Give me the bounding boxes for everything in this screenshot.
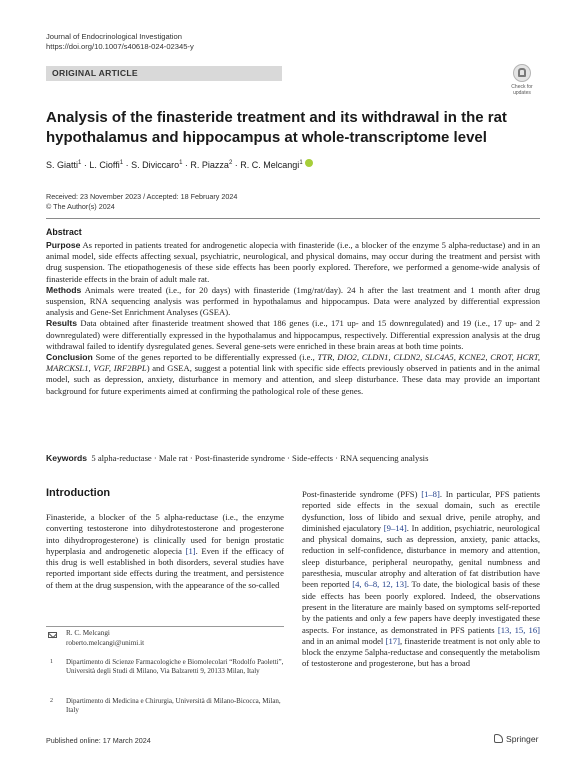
citation-link[interactable]: [13, 15, 16] (497, 624, 540, 635)
orcid-icon[interactable] (305, 159, 313, 167)
crossmark-line2: updates (513, 90, 531, 96)
intro-text: . In particular, PFS patients reported side effects in the sexual domain, such as erectile dysfunction, loss of libido and sexual drive, penile atrophy, and diminished ejaculatory (302, 489, 540, 533)
affiliation-number: 2 (50, 698, 53, 704)
author-name[interactable]: R. C. Melcangi (240, 160, 300, 170)
received-accepted-dates: Received: 23 November 2023 / Accepted: 18 February 2024 (46, 192, 238, 201)
author-affiliation-number: 1 (299, 160, 303, 166)
published-online-date: Published online: 17 March 2024 (46, 736, 151, 745)
introduction-left-column (46, 512, 284, 591)
author-name[interactable]: R. Piazza (190, 160, 229, 170)
crossmark-icon (513, 64, 531, 82)
affiliation-text: Dipartimento di Medicina e Chirurgia, Università di Milano-Bicocca, Milan, Italy (66, 697, 281, 714)
footnote-divider (46, 626, 284, 627)
springer-horse-icon (494, 734, 503, 743)
journal-header (46, 32, 194, 52)
conclusion-gene-list: TTR, DIO2, CLDN1, CLDN2, SLC4A5, KCNE2, CROT, HCRT, MARCKSL1, VGF, IRF2BPL (46, 352, 540, 374)
keywords-line (46, 453, 540, 464)
abstract-body (46, 240, 540, 397)
author-affiliation-number: 2 (228, 160, 233, 166)
author-name[interactable]: S. Diviccaro (131, 160, 180, 170)
publisher-name: Springer (506, 734, 539, 744)
intro-text: , finasteride treatment is not only able to block the enzyme 5alpha-reductase and consequently the metabolism of testosterone and progesterone, but has a broad (302, 635, 541, 669)
affiliation-item (46, 697, 284, 715)
affiliation-number: 1 (50, 659, 53, 665)
article-type-label: ORIGINAL ARTICLE (52, 68, 138, 78)
introduction-heading: Introduction (46, 487, 111, 499)
keywords-label: Keywords (46, 453, 88, 463)
corresponding-author-email[interactable]: roberto.melcangi@unimi.it (66, 639, 145, 647)
intro-text: . Even if the efficacy of this drug is well established in both disorders, several studies have reported important side effects during the treatment, and persistence of them at the drug suspension, with the appearance of the so-called (46, 545, 285, 590)
author-name[interactable]: L. Cioffi (89, 160, 120, 170)
author-affiliation-number: 1 (78, 160, 82, 166)
check-for-updates-badge[interactable] (506, 64, 538, 98)
conclusion-text-pre: Some of the genes reported to be differentially expressed (i.e., (95, 352, 315, 363)
introduction-right-column (302, 489, 540, 670)
journal-name: Journal of Endocrinological Investigation (46, 32, 182, 41)
abstract-purpose (46, 240, 540, 285)
publisher-logo (494, 734, 538, 744)
abstract-heading: Abstract (46, 227, 82, 237)
abstract-conclusion (46, 352, 540, 397)
results-label: Results (46, 318, 78, 329)
author-affiliation-number: 1 (119, 160, 124, 166)
bookmark-icon (518, 68, 526, 77)
divider (46, 218, 540, 219)
abstract-results (46, 318, 540, 352)
citation-link[interactable]: [1–8] (421, 489, 440, 499)
intro-text: and in an animal model (302, 635, 386, 646)
citation-link[interactable]: [1] (185, 545, 196, 556)
corresponding-author-name: R. C. Melcangi (66, 629, 110, 637)
abstract-methods (46, 285, 540, 319)
article-title: Analysis of the finasteride treatment and its withdrawal in the rat hypothalamus and hippocampus at whole-transcriptome level (46, 109, 507, 146)
methods-label: Methods (46, 284, 82, 295)
citation-link[interactable]: [17] (385, 635, 400, 646)
email-icon (48, 632, 57, 638)
affiliation-item (46, 658, 284, 676)
author-name[interactable]: S. Giatti (46, 160, 79, 170)
conclusion-label: Conclusion (46, 352, 93, 363)
crossmark-line1: Check for (511, 84, 533, 90)
intro-text: Finasteride, a blocker of the 5 alpha-reductase (i.e., the enzyme converting testosterone into dihydrotestosterone and progesterone into dihydroprogesterone) is clinically used for benign prostatic hyperplasia and androgenetic alopecia (46, 512, 284, 556)
intro-text: . In addition, psychiatric, neurological and physical domains, such as depression, anxiety, panic attacks, reduction in self-confidence, disturbance in memory and attention, sleep disturbance, peripheral neuropathy, genital numbness and paresthesia, muscular atrophy and alteration of fat distribution have been reported (302, 522, 540, 590)
journal-doi-link[interactable]: https://doi.org/10.1007/s40618-024-02345-y (46, 42, 194, 51)
citation-link[interactable]: [9–14] (383, 522, 407, 533)
results-text: Data obtained after finasteride treatment showed that 186 genes (i.e., 171 up- and 15 downregulated) and 19 (i.e., 17 up- and 2 downregulated) were differentially expressed in the hypothalamus and hippocampus, respectively. Differential expression analysis at the drug withdrawal failed to identify dysregulated genes. Several gene-sets were enriched in these brain areas at both time points. (46, 318, 540, 351)
author-list: S. Giatti$^1$ · L. Cioffi$^1$ · S. Diviccaro$^1$ · R. Piazza$^2$ · R. C. Melcangi$^1$ (46, 159, 313, 170)
purpose-label: Purpose (46, 240, 81, 250)
conclusion-text-post: ) and GSEA, suggest a potential link with specific side effects previously observed in patients and in the animal model, such as depression, anxiety, disturbance in memory and attention, and sleep disturbance. These data may provide an important background for future experiments aimed at confirming the pathological role of these genes. (46, 363, 540, 396)
keywords-text: 5 alpha-reductase · Male rat · Post-finasteride syndrome · Side-effects · RNA sequencing analysis (91, 453, 429, 463)
intro-text: Post-finasteride syndrome (PFS) (302, 489, 422, 499)
purpose-text: As reported in patients treated for androgenetic alopecia with finasteride (i.e., a blocker of the enzyme 5 alpha-reductase) and in an animal model, side effects affecting sexual, psychiatric, neurological, and physical domains, may occur during the treatment and persist with drug suspension. The etiopathogenesis of these side effects has been poorly explored. Therefore, we performed a genome-wide analysis of finasteride effects in the brain of adult male rat. (46, 240, 540, 284)
intro-text: . To date, the biological basis of these side effects has been poorly explored. Indeed, the observations present in the literature are mainly based on symptoms self-reported by the patients and only a few papers have deeply investigated these aspects. For instance, as demonstrated in PFS patients (302, 579, 540, 635)
author-affiliation-number: 1 (179, 160, 183, 166)
methods-text: Animals were treated (i.e., for 20 days) with finasteride (1mg/rat/day). 24 h after the last treatment and 1 month after drug suspension, RNA sequencing analysis was performed in hypothalamus and hippocampus. Data were analyzed by differential expression analysis and Gene-Set Enrichment Analyses (GSEA). (46, 284, 540, 318)
crossmark-text (506, 84, 538, 96)
affiliation-text: Dipartimento di Scienze Farmacologiche e Biomolecolari “Rodolfo Paoletti”, Università degli Studi di Milano, Via Balzaretti 9, 20133 Milan, Italy (66, 658, 284, 675)
citation-link[interactable]: [4, 6–8, 12, 13] (352, 579, 407, 590)
copyright-notice: © The Author(s) 2024 (46, 201, 115, 211)
article-dates (46, 192, 237, 211)
article-type-bar (46, 66, 282, 81)
